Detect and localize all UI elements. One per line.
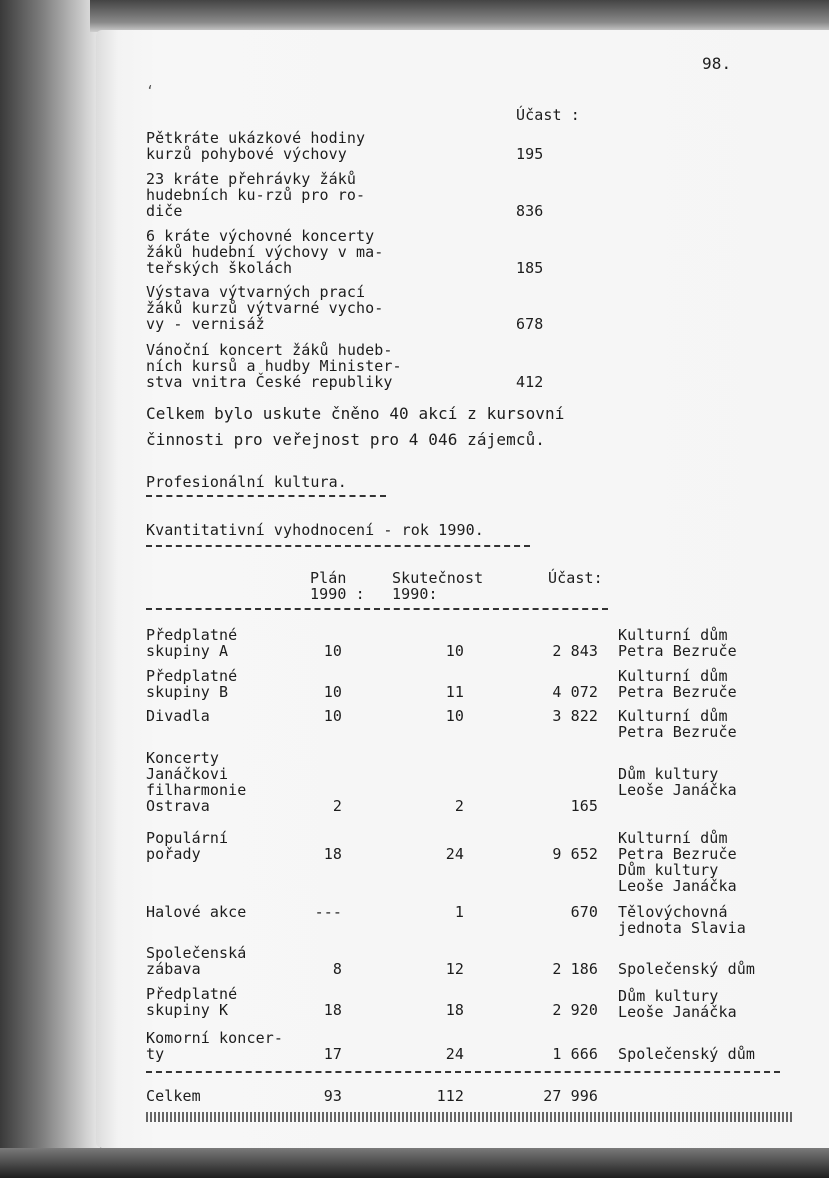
row-venue-line: Petra Bezruče [618,845,737,863]
row-venue-line: Leoše Janáčka [618,877,737,895]
row-name-line: skupiny B [146,683,229,701]
row-venue-line: Petra Bezruče [618,723,737,741]
row-plan: 18 [323,1001,342,1019]
book-spine-shadow [0,0,100,1178]
row-venue-line: Dům kultury [618,987,719,1005]
row-actual: 24 [445,845,464,863]
row-venue-line: jednota Slavia [618,919,746,937]
section-title: Profesionální kultura. [146,473,347,491]
row-plan: --- [314,903,342,921]
event-text-line: 23 kráte přehrávky žáků [146,170,357,188]
row-name-line: Předplatné [146,667,238,685]
row-name-line: Předplatné [146,626,238,644]
row-attendance: 2 843 [552,642,598,660]
event-text-line: Vánoční koncert žáků hudeb- [146,341,393,359]
row-venue-line: Kulturní dům [618,829,728,847]
event-attendance: 836 [516,202,544,220]
subsection-title: Kvantitativní vyhodnocení - rok 1990. [146,521,484,539]
row-venue-line: Dům kultury [618,861,719,879]
row-name-line: Halové akce [146,903,247,921]
row-attendance: 2 186 [552,960,598,978]
event-attendance: 195 [516,145,544,163]
row-plan: 2 [332,797,342,815]
row-venue-line: Leoše Janáčka [618,781,737,799]
event-text-line: 6 kráte výchovné koncerty [146,227,375,245]
total-actual: 112 [436,1087,464,1105]
header-actual-year: 1990: [392,585,438,603]
event-text-line: diče [146,202,183,220]
row-attendance: 670 [570,903,598,921]
row-venue-line: Kulturní dům [618,667,728,685]
row-name-line: skupiny A [146,642,229,660]
row-venue-line: Dům kultury [618,765,719,783]
row-name-line: filharmonie [146,781,247,799]
row-name-line: ty [146,1045,165,1063]
total-plan: 93 [323,1087,342,1105]
total-separator [146,1071,780,1073]
event-attendance: 412 [516,373,544,391]
row-name-line: Společenská [146,944,247,962]
event-attendance: 185 [516,259,544,277]
row-name-line: Divadla [146,707,210,725]
header-actual: Skutečnost [392,569,484,587]
row-attendance: 4 072 [552,683,598,701]
row-name-line: Předplatné [146,985,238,1003]
row-venue-line: Tělovýchovná [618,903,728,921]
event-text-line: kurzů pohybové výchovy [146,145,347,163]
row-plan: 18 [323,845,342,863]
row-plan: 10 [323,683,342,701]
row-actual: 10 [445,642,464,660]
section-title-underline [146,495,386,497]
event-attendance: 678 [516,315,544,333]
row-actual: 24 [445,1045,464,1063]
row-plan: 17 [323,1045,342,1063]
row-actual: 1 [454,903,464,921]
header-plan: Plán [310,569,347,587]
header-plan-year: 1990 : [310,585,365,603]
event-text-line: Výstava výtvarných prací [146,283,366,301]
row-name-line: Populární [146,829,229,847]
row-name-line: pořady [146,845,201,863]
row-venue-line: Petra Bezruče [618,642,737,660]
row-venue-line: Společenský dům [618,1045,755,1063]
row-actual: 2 [454,797,464,815]
event-text-line: žáků kurzů výtvarné vycho- [146,299,384,317]
event-text-line: stva vnitra České republiky [146,373,393,391]
double-underline-rule [146,1112,794,1122]
row-venue-line: Petra Bezruče [618,683,737,701]
row-plan: 10 [323,642,342,660]
header-attendance: Účast: [548,569,603,587]
bottom-page-shadow [0,1148,829,1178]
summary-line: činnosti pro veřejnost pro 4 046 zájemců. [146,430,546,449]
event-text-line: teřských školách [146,259,293,277]
row-actual: 12 [445,960,464,978]
total-attendance: 27 996 [543,1087,598,1105]
event-text-line: vy - vernisáž [146,315,265,333]
summary-line: Celkem bylo uskute čněno 40 akcí z kursovní [146,404,565,423]
events-attendance-header: Účast : [516,106,580,124]
row-name-line: Ostrava [146,797,210,815]
row-attendance: 165 [570,797,598,815]
row-name-line: Koncerty [146,749,220,767]
row-attendance: 1 666 [552,1045,598,1063]
row-actual: 10 [445,707,464,725]
page-number: 98. [702,54,732,73]
stray-mark: ‘ [146,84,154,99]
row-actual: 18 [445,1001,464,1019]
row-name-line: zábava [146,960,201,978]
row-attendance: 9 652 [552,845,598,863]
row-venue-line: Společenský dům [618,960,755,978]
row-plan: 8 [332,960,342,978]
row-name-line: skupiny K [146,1001,229,1019]
header-separator [146,608,608,610]
row-plan: 10 [323,707,342,725]
row-actual: 11 [445,683,464,701]
event-text-line: žáků hudební výchovy v ma- [146,243,384,261]
subsection-title-underline [146,545,530,547]
row-venue-line: Kulturní dům [618,707,728,725]
top-page-edge [90,0,829,32]
row-name-line: Janáčkovi [146,765,229,783]
event-text-line: hudebních ku-rzů pro ro- [146,186,366,204]
row-attendance: 3 822 [552,707,598,725]
row-venue-line: Kulturní dům [618,626,728,644]
row-venue-line: Leoše Janáčka [618,1003,737,1021]
event-text-line: ních kursů a hudby Minister- [146,357,402,375]
row-attendance: 2 920 [552,1001,598,1019]
total-label: Celkem [146,1087,201,1105]
event-text-line: Pětkráte ukázkové hodiny [146,129,366,147]
row-name-line: Komorní koncer- [146,1029,283,1047]
